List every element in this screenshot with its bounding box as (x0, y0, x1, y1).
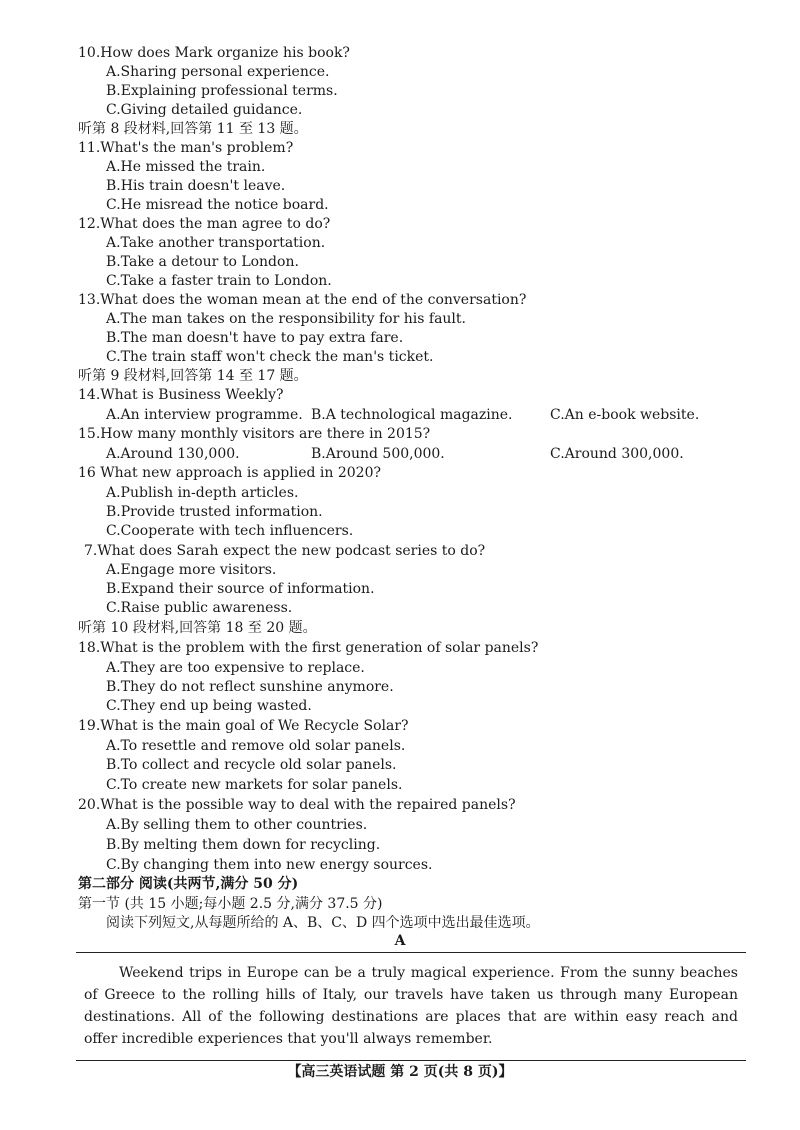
question-17: 7.What does Sarah expect the new podcast series to do? (84, 543, 486, 559)
option-11a: A.He missed the train. (106, 159, 266, 175)
option-13a: A.The man takes on the responsibility for his fault. (106, 311, 466, 327)
option-18b: B.They do not reflect sunshine anymore. (106, 679, 394, 695)
option-15c: C.Around 300,000. (550, 446, 684, 462)
option-18c: C.They end up being wasted. (106, 698, 312, 714)
option-11c: C.He misread the notice board. (106, 197, 329, 213)
option-10a: A.Sharing personal experience. (106, 64, 330, 80)
question-11: 11.What's the man's problem? (78, 140, 294, 156)
section-9-instruction: 听第 9 段材料,回答第 14 至 17 题。 (78, 368, 308, 384)
option-20b: B.By melting them down for recycling. (106, 837, 381, 853)
option-20c: C.By changing them into new energy sources. (106, 857, 433, 873)
option-19a: A.To resettle and remove old solar panels. (106, 738, 406, 754)
page-footer: 【高三英语试题 第 2 页(共 8 页)】 (287, 1064, 513, 1080)
question-18: 18.What is the problem with the first generation of solar panels? (78, 640, 539, 656)
question-15: 15.How many monthly visitors are there in 2015? (78, 426, 431, 442)
question-12: 12.What does the man agree to do? (78, 216, 331, 232)
question-14: 14.What is Business Weekly? (78, 387, 284, 403)
section-8-instruction: 听第 8 段材料,回答第 11 至 13 题。 (78, 121, 308, 137)
option-12a: A.Take another transportation. (106, 235, 326, 251)
option-20a: A.By selling them to other countries. (106, 817, 368, 833)
option-17b: B.Expand their source of information. (106, 581, 375, 597)
section-1-heading: 第一节 (共 15 小题;每小题 2.5 分,满分 37.5 分) (78, 896, 383, 912)
section-10-instruction: 听第 10 段材料,回答第 18 至 20 题。 (78, 620, 317, 636)
option-13c: C.The train staff won't check the man's ticket. (106, 349, 434, 365)
option-10b: B.Explaining professional terms. (106, 83, 338, 99)
option-17a: A.Engage more visitors. (106, 562, 277, 578)
option-13b: B.The man doesn't have to pay extra fare. (106, 330, 404, 346)
option-19c: C.To create new markets for solar panels. (106, 777, 403, 793)
option-18a: A.They are too expensive to replace. (106, 660, 365, 676)
question-16: 16 What new approach is applied in 2020? (78, 465, 381, 481)
option-14b: B.A technological magazine. (311, 407, 513, 423)
option-12c: C.Take a faster train to London. (106, 273, 332, 289)
option-14c: C.An e-book website. (550, 407, 700, 423)
option-16c: C.Cooperate with tech influencers. (106, 523, 354, 539)
part-2-heading: 第二部分 阅读(共两节,满分 50 分) (78, 876, 299, 892)
option-17c: C.Raise public awareness. (106, 600, 293, 616)
question-19: 19.What is the main goal of We Recycle Solar? (78, 718, 409, 734)
passage-a-text: Weekend trips in Europe can be a truly magical experience. From the sunny beaches of Greece to the rolling hills of Italy, our travels have taken us through many European destinations. All of the following destinations are places that are within easy reach and offer incredible experiences that you'll always remember. (76, 952, 746, 1061)
option-15a: A.Around 130,000. (106, 446, 240, 462)
question-10: 10.How does Mark organize his book? (78, 45, 350, 61)
option-19b: B.To collect and recycle old solar panels. (106, 757, 397, 773)
reading-instruction: 阅读下列短文,从每题所给的 A、B、C、D 四个选项中选出最佳选项。 (106, 915, 540, 931)
passage-label: A (394, 933, 406, 949)
option-15b: B.Around 500,000. (311, 446, 445, 462)
option-12b: B.Take a detour to London. (106, 254, 299, 270)
option-11b: B.His train doesn't leave. (106, 178, 286, 194)
option-16b: B.Provide trusted information. (106, 504, 323, 520)
option-16a: A.Publish in-depth articles. (106, 485, 299, 501)
question-20: 20.What is the possible way to deal with the repaired panels? (78, 797, 516, 813)
option-14a: A.An interview programme. (106, 407, 303, 423)
option-10c: C.Giving detailed guidance. (106, 102, 303, 118)
question-13: 13.What does the woman mean at the end of the conversation? (78, 292, 527, 308)
